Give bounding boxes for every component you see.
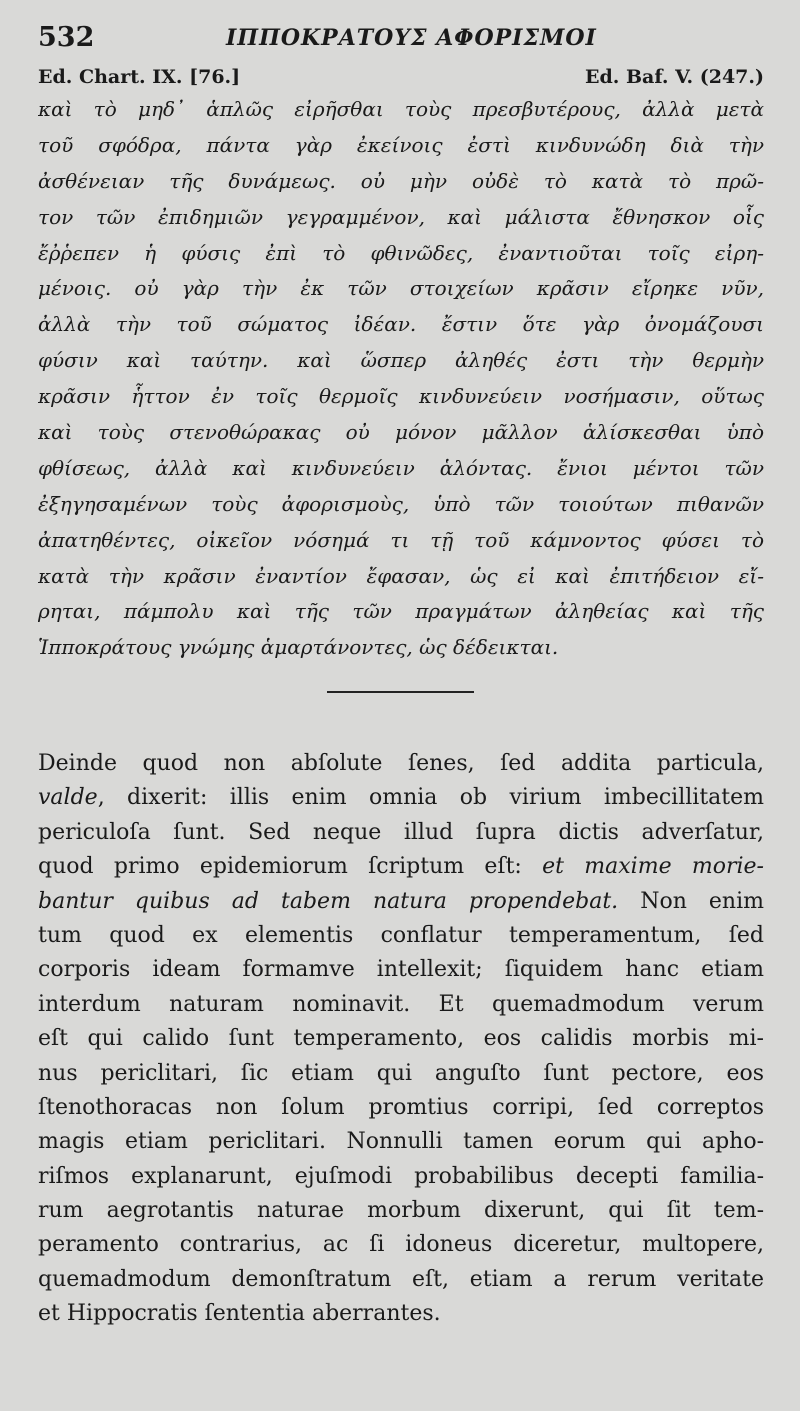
- latin-text-line: tum quod ex elementis conflatur temperamentum, ſed: [38, 922, 764, 948]
- latin-text-line: riſmos explanarunt, ejuſmodi probabilibus decepti familia-: [38, 1163, 764, 1189]
- greek-text-line: κατὰ τὴν κρᾶσιν ἐναντίον ἔφασαν, ὡς εἰ καὶ ἐπιτήδειον εἴ-: [38, 563, 764, 588]
- greek-text-line: φθίσεως, ἀλλὰ καὶ κινδυνεύειν ἁλόντας. ἔνιοι μέντοι τῶν: [38, 455, 764, 480]
- page-header: [38, 22, 764, 56]
- latin-text-line: Deinde quod non abſolute ſenes, ſed addita particula,: [38, 751, 764, 776]
- greek-text-line: ἔῤῥεπεν ἡ φύσις ἐπὶ τὸ φθινῶδες, ἐναντιοῦται τοῖς εἰρη-: [38, 240, 764, 265]
- latin-text-line: periculoſa ſunt. Sed neque illud ſupra dictis adverſatur,: [38, 819, 764, 845]
- greek-text-line: ἀπατηθέντες, οἰκεῖον νόσημά τι τῇ τοῦ κάμνοντος φύσει τὸ: [38, 527, 764, 552]
- italic-quotation: valde: [38, 785, 98, 811]
- edition-basel-reference: Ed. Baf. V. (247.): [585, 66, 764, 88]
- greek-text-line: ἀλλὰ τὴν τοῦ σώματος ἰδέαν. ἔστιν ὅτε γὰρ ὀνομάζουσι: [38, 312, 764, 337]
- latin-text-line: ſtenothoracas non ſolum promtius corripi, ſed correptos: [38, 1094, 764, 1120]
- greek-text-line: καὶ τοὺς στενοθώρακας οὐ μόνον μᾶλλον ἁλίσκεσθαι ὑπὸ: [38, 420, 764, 445]
- greek-text-line: ρηται, πάμπολυ καὶ τῆς τῶν πραγμάτων ἀληθείας καὶ τῆς: [38, 599, 764, 624]
- latin-text-line: nus periclitari, ſic etiam qui anguſto ſunt pectore, eos: [38, 1060, 764, 1086]
- italic-quotation: et maxime morie-: [542, 854, 764, 880]
- latin-text-line: et Hippocratis ſententia aberrantes.: [38, 1301, 441, 1327]
- latin-text-line: [38, 850, 764, 884]
- greek-commentary: [38, 92, 764, 666]
- text-span: Non enim: [618, 888, 764, 914]
- greek-text-line: καὶ τὸ μηδ᾽ ἁπλῶς εἰρῆσθαι τοὺς πρεσβυτέρους, ἀλλὰ μετὰ: [38, 97, 764, 121]
- greek-text-line: ἐξηγησαμένων τοὺς ἀφορισμοὺς, ὑπὸ τῶν τοιούτων πιθανῶν: [38, 491, 764, 516]
- latin-text-line: corporis ideam formamve intellexit; ſiquidem hanc etiam: [38, 957, 764, 983]
- greek-text-line: τον τῶν ἐπιδημιῶν γεγραμμένον, καὶ μάλιστα ἔθνησκον οἷς: [38, 204, 764, 229]
- latin-text-line: magis etiam periclitari. Nonnulli tamen eorum qui apho-: [38, 1129, 764, 1155]
- greek-text-line: κρᾶσιν ἧττον ἐν τοῖς θερμοῖς κινδυνεύειν νοσήμασιν, οὕτως: [38, 384, 764, 409]
- latin-translation: [38, 747, 764, 1332]
- latin-text-line: peramento contrarius, ac ſi idoneus diceretur, multopere,: [38, 1232, 764, 1258]
- latin-text-line: rum aegrotantis naturae morbum dixerunt, qui ſit tem-: [38, 1198, 764, 1224]
- text-span: , dixerit: illis enim omnia ob virium imbecillitatem: [97, 785, 764, 811]
- greek-text-line: μένοις. οὐ γὰρ τὴν ἐκ τῶν στοιχείων κρᾶσιν εἴρηκε νῦν,: [38, 276, 764, 301]
- edition-chart-reference: Ed. Chart. IX. [76.]: [38, 66, 241, 88]
- greek-text-line: τοῦ σφόδρα, πάντα γὰρ ἐκείνοις ἐστὶ κινδυνώδη διὰ τὴν: [38, 132, 764, 157]
- running-title: ΙΠΠΟΚΡΑΤΟΥΣ ΑΦΟΡΙΣΜΟΙ: [226, 25, 597, 51]
- latin-text-line: interdum naturam nominavit. Et quemadmodum verum: [38, 991, 764, 1017]
- latin-text-line: eſt qui calido ſunt temperamento, eos calidis morbis mi-: [38, 1026, 764, 1052]
- section-divider: [327, 691, 474, 693]
- latin-text-line: [38, 885, 764, 919]
- edition-reference-line: [38, 66, 764, 92]
- latin-text-line: quemadmodum demonſtratum eſt, etiam a rerum veritate: [38, 1266, 764, 1292]
- greek-text-line: ἀσθένειαν τῆς δυνάμεως. οὐ μὴν οὐδὲ τὸ κατὰ τὸ πρῶ-: [38, 168, 764, 193]
- greek-text-line: φύσιν καὶ ταύτην. καὶ ὥσπερ ἀληθές ἐστι τὴν θερμὴν: [38, 348, 764, 373]
- text-span: quod primo epidemiorum ſcriptum eſt:: [38, 854, 543, 880]
- latin-text-line: [38, 781, 764, 815]
- greek-text-line: Ἱπποκράτους γνώμης ἁμαρτάνοντες, ὡς δέδεικται.: [38, 635, 559, 660]
- italic-quotation: bantur quibus ad tabem natura propendebat.: [38, 888, 619, 914]
- page-number: 532: [38, 22, 95, 53]
